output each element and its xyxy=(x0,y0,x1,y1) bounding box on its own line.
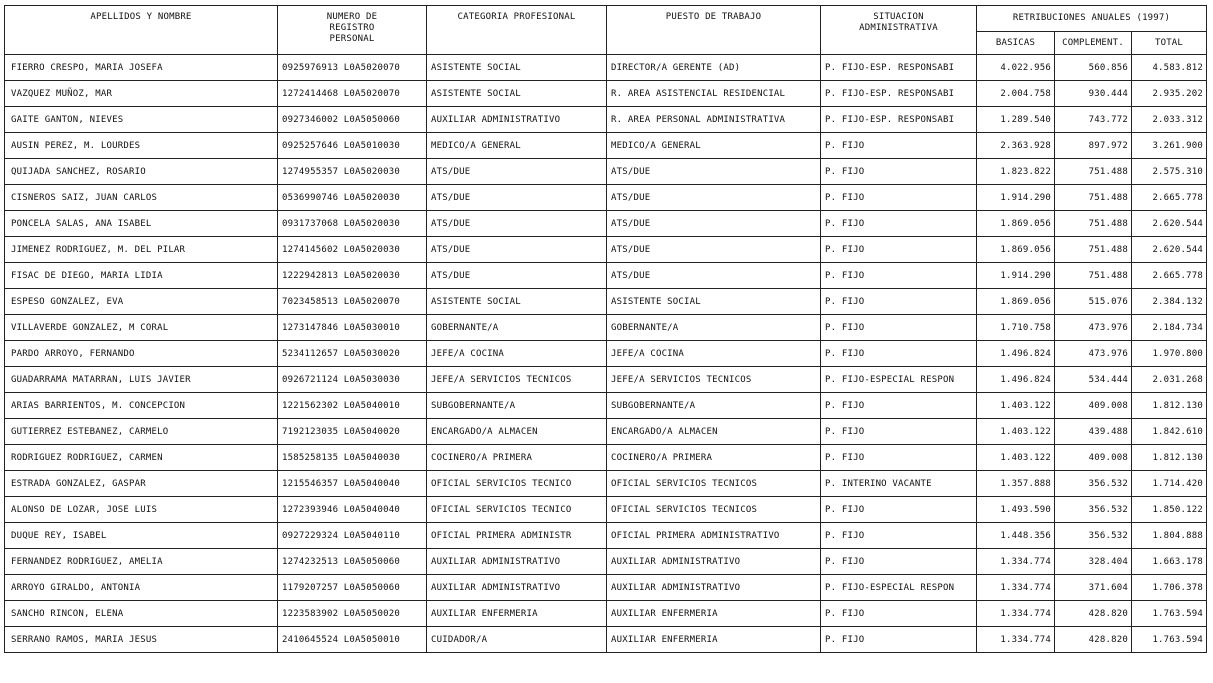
cell-nombre: ESTRADA GONZALEZ, GASPAR xyxy=(5,471,278,497)
cell-puesto: MEDICO/A GENERAL xyxy=(607,133,821,159)
header-situacion xyxy=(821,6,977,55)
table-header xyxy=(5,6,1207,55)
cell-basicas: 1.496.824 xyxy=(977,367,1055,393)
header-registro-line3: PERSONAL xyxy=(329,34,375,44)
header-puesto xyxy=(607,6,821,55)
cell-categoria: MEDICO/A GENERAL xyxy=(427,133,607,159)
table-row xyxy=(5,211,1207,237)
cell-complement: 743.772 xyxy=(1055,107,1132,133)
cell-total: 2.031.268 xyxy=(1132,367,1207,393)
cell-total: 2.384.132 xyxy=(1132,289,1207,315)
cell-situacion: P. FIJO xyxy=(821,445,977,471)
header-situacion-line2: ADMINISTRATIVA xyxy=(859,23,938,33)
cell-total: 2.033.312 xyxy=(1132,107,1207,133)
cell-situacion: P. FIJO xyxy=(821,523,977,549)
cell-puesto: COCINERO/A PRIMERA xyxy=(607,445,821,471)
cell-complement: 428.820 xyxy=(1055,627,1132,653)
cell-situacion: P. FIJO xyxy=(821,601,977,627)
header-situacion-line1: SITUACION xyxy=(873,12,924,22)
cell-total: 1.970.800 xyxy=(1132,341,1207,367)
cell-basicas: 1.334.774 xyxy=(977,601,1055,627)
cell-registro: 5234112657 L0A5030020 xyxy=(278,341,427,367)
cell-complement: 428.820 xyxy=(1055,601,1132,627)
cell-basicas: 1.289.540 xyxy=(977,107,1055,133)
cell-complement: 473.976 xyxy=(1055,341,1132,367)
personnel-salary-table xyxy=(4,5,1207,653)
header-categoria-label: CATEGORIA PROFESIONAL xyxy=(457,12,576,22)
cell-total: 1.706.378 xyxy=(1132,575,1207,601)
cell-basicas: 1.869.056 xyxy=(977,289,1055,315)
cell-categoria: OFICIAL SERVICIOS TECNICO xyxy=(427,471,607,497)
cell-complement: 356.532 xyxy=(1055,497,1132,523)
cell-basicas: 4.022.956 xyxy=(977,55,1055,81)
table-row xyxy=(5,601,1207,627)
cell-total: 2.575.310 xyxy=(1132,159,1207,185)
cell-basicas: 1.403.122 xyxy=(977,419,1055,445)
table-row xyxy=(5,523,1207,549)
table-row xyxy=(5,159,1207,185)
header-categoria xyxy=(427,6,607,55)
cell-puesto: R. AREA ASISTENCIAL RESIDENCIAL xyxy=(607,81,821,107)
cell-puesto: R. AREA PERSONAL ADMINISTRATIVA xyxy=(607,107,821,133)
cell-nombre: ALONSO DE LOZAR, JOSE LUIS xyxy=(5,497,278,523)
header-complement-label: COMPLEMENT. xyxy=(1062,37,1124,48)
cell-complement: 751.488 xyxy=(1055,211,1132,237)
cell-categoria: ENCARGADO/A ALMACEN xyxy=(427,419,607,445)
cell-nombre: ARROYO GIRALDO, ANTONIA xyxy=(5,575,278,601)
cell-complement: 409.008 xyxy=(1055,393,1132,419)
cell-registro: 0926721124 L0A5030030 xyxy=(278,367,427,393)
cell-situacion: P. FIJO xyxy=(821,263,977,289)
cell-categoria: ASISTENTE SOCIAL xyxy=(427,55,607,81)
header-total xyxy=(1132,32,1207,55)
cell-basicas: 2.004.758 xyxy=(977,81,1055,107)
cell-situacion: P. FIJO-ESP. RESPONSABI xyxy=(821,81,977,107)
table-row xyxy=(5,81,1207,107)
cell-total: 1.850.122 xyxy=(1132,497,1207,523)
header-complement xyxy=(1055,32,1132,55)
cell-puesto: OFICIAL PRIMERA ADMINISTRATIVO xyxy=(607,523,821,549)
cell-registro: 1222942813 L0A5020030 xyxy=(278,263,427,289)
table-row xyxy=(5,471,1207,497)
cell-categoria: AUXILIAR ENFERMERIA xyxy=(427,601,607,627)
cell-complement: 515.076 xyxy=(1055,289,1132,315)
cell-categoria: COCINERO/A PRIMERA xyxy=(427,445,607,471)
cell-complement: 371.604 xyxy=(1055,575,1132,601)
header-registro xyxy=(278,6,427,55)
cell-situacion: P. INTERINO VACANTE xyxy=(821,471,977,497)
cell-puesto: ATS/DUE xyxy=(607,185,821,211)
cell-puesto: ATS/DUE xyxy=(607,263,821,289)
cell-nombre: GAITE GANTON, NIEVES xyxy=(5,107,278,133)
cell-nombre: GUTIERREZ ESTEBANEZ, CARMELO xyxy=(5,419,278,445)
cell-complement: 356.532 xyxy=(1055,523,1132,549)
cell-situacion: P. FIJO-ESP. RESPONSABI xyxy=(821,107,977,133)
cell-puesto: JEFE/A SERVICIOS TECNICOS xyxy=(607,367,821,393)
cell-registro: 1223583902 L0A5050020 xyxy=(278,601,427,627)
cell-puesto: AUXILIAR ADMINISTRATIVO xyxy=(607,575,821,601)
cell-situacion: P. FIJO xyxy=(821,289,977,315)
cell-basicas: 1.914.290 xyxy=(977,263,1055,289)
cell-total: 1.842.610 xyxy=(1132,419,1207,445)
cell-categoria: OFICIAL PRIMERA ADMINISTR xyxy=(427,523,607,549)
cell-registro: 1221562302 L0A5040010 xyxy=(278,393,427,419)
table-row xyxy=(5,263,1207,289)
cell-total: 2.665.778 xyxy=(1132,185,1207,211)
cell-complement: 328.404 xyxy=(1055,549,1132,575)
cell-total: 2.935.202 xyxy=(1132,81,1207,107)
cell-total: 2.620.544 xyxy=(1132,237,1207,263)
cell-nombre: FERNANDEZ RODRIGUEZ, AMELIA xyxy=(5,549,278,575)
cell-categoria: JEFE/A SERVICIOS TECNICOS xyxy=(427,367,607,393)
cell-puesto: JEFE/A COCINA xyxy=(607,341,821,367)
cell-nombre: AUSIN PEREZ, M. LOURDES xyxy=(5,133,278,159)
cell-categoria: GOBERNANTE/A xyxy=(427,315,607,341)
cell-total: 1.804.888 xyxy=(1132,523,1207,549)
table-row xyxy=(5,315,1207,341)
cell-puesto: GOBERNANTE/A xyxy=(607,315,821,341)
cell-categoria: SUBGOBERNANTE/A xyxy=(427,393,607,419)
cell-total: 3.261.900 xyxy=(1132,133,1207,159)
cell-registro: 1274145602 L0A5020030 xyxy=(278,237,427,263)
cell-situacion: P. FIJO xyxy=(821,237,977,263)
cell-situacion: P. FIJO xyxy=(821,497,977,523)
cell-registro: 0931737068 L0A5020030 xyxy=(278,211,427,237)
cell-puesto: AUXILIAR ENFERMERIA xyxy=(607,601,821,627)
cell-basicas: 2.363.928 xyxy=(977,133,1055,159)
cell-puesto: OFICIAL SERVICIOS TECNICOS xyxy=(607,497,821,523)
cell-complement: 473.976 xyxy=(1055,315,1132,341)
cell-situacion: P. FIJO-ESP. RESPONSABI xyxy=(821,55,977,81)
table-row xyxy=(5,367,1207,393)
cell-situacion: P. FIJO xyxy=(821,393,977,419)
cell-registro: 1179207257 L0A5050060 xyxy=(278,575,427,601)
cell-situacion: P. FIJO xyxy=(821,211,977,237)
cell-registro: 7023458513 L0A5020070 xyxy=(278,289,427,315)
cell-basicas: 1.334.774 xyxy=(977,549,1055,575)
cell-registro: 2410645524 L0A5050010 xyxy=(278,627,427,653)
cell-categoria: ASISTENTE SOCIAL xyxy=(427,289,607,315)
table-row xyxy=(5,55,1207,81)
cell-registro: 1273147846 L0A5030010 xyxy=(278,315,427,341)
header-registro-line2: REGISTRO xyxy=(329,23,375,33)
cell-basicas: 1.493.590 xyxy=(977,497,1055,523)
cell-basicas: 1.334.774 xyxy=(977,575,1055,601)
header-nombre xyxy=(5,6,278,55)
table-row xyxy=(5,627,1207,653)
cell-basicas: 1.710.758 xyxy=(977,315,1055,341)
cell-registro: 0927229324 L0A5040110 xyxy=(278,523,427,549)
cell-situacion: P. FIJO xyxy=(821,627,977,653)
cell-puesto: AUXILIAR ADMINISTRATIVO xyxy=(607,549,821,575)
cell-registro: 0925257646 L0A5010030 xyxy=(278,133,427,159)
cell-basicas: 1.496.824 xyxy=(977,341,1055,367)
cell-registro: 0925976913 L0A5020070 xyxy=(278,55,427,81)
header-nombre-label: APELLIDOS Y NOMBRE xyxy=(90,12,192,22)
cell-complement: 751.488 xyxy=(1055,237,1132,263)
header-basicas xyxy=(977,32,1055,55)
header-retribuciones-label: RETRIBUCIONES ANUALES (1997) xyxy=(1012,13,1171,23)
table-row xyxy=(5,419,1207,445)
cell-nombre: GUADARRAMA MATARRAN, LUIS JAVIER xyxy=(5,367,278,393)
cell-total: 1.714.420 xyxy=(1132,471,1207,497)
cell-puesto: ATS/DUE xyxy=(607,159,821,185)
cell-registro: 0927346002 L0A5050060 xyxy=(278,107,427,133)
cell-basicas: 1.403.122 xyxy=(977,393,1055,419)
cell-total: 1.663.178 xyxy=(1132,549,1207,575)
cell-categoria: AUXILIAR ADMINISTRATIVO xyxy=(427,107,607,133)
cell-nombre: QUIJADA SANCHEZ, ROSARIO xyxy=(5,159,278,185)
cell-basicas: 1.869.056 xyxy=(977,237,1055,263)
cell-categoria: AUXILIAR ADMINISTRATIVO xyxy=(427,575,607,601)
cell-categoria: ATS/DUE xyxy=(427,159,607,185)
cell-nombre: CISNEROS SAIZ, JUAN CARLOS xyxy=(5,185,278,211)
cell-categoria: ATS/DUE xyxy=(427,237,607,263)
cell-categoria: ATS/DUE xyxy=(427,211,607,237)
cell-nombre: FIERRO CRESPO, MARIA JOSEFA xyxy=(5,55,278,81)
cell-complement: 534.444 xyxy=(1055,367,1132,393)
cell-complement: 409.008 xyxy=(1055,445,1132,471)
cell-nombre: VAZQUEZ MUÑOZ, MAR xyxy=(5,81,278,107)
table-row xyxy=(5,185,1207,211)
table-row xyxy=(5,237,1207,263)
cell-categoria: OFICIAL SERVICIOS TECNICO xyxy=(427,497,607,523)
cell-nombre: JIMENEZ RODRIGUEZ, M. DEL PILAR xyxy=(5,237,278,263)
cell-puesto: ENCARGADO/A ALMACEN xyxy=(607,419,821,445)
cell-registro: 1272393946 L0A5040040 xyxy=(278,497,427,523)
cell-puesto: ATS/DUE xyxy=(607,211,821,237)
cell-nombre: ARIAS BARRIENTOS, M. CONCEPCION xyxy=(5,393,278,419)
cell-complement: 751.488 xyxy=(1055,185,1132,211)
cell-total: 2.620.544 xyxy=(1132,211,1207,237)
header-total-label: TOTAL xyxy=(1154,37,1184,48)
cell-basicas: 1.914.290 xyxy=(977,185,1055,211)
cell-basicas: 1.448.356 xyxy=(977,523,1055,549)
cell-registro: 7192123035 L0A5040020 xyxy=(278,419,427,445)
cell-total: 1.812.130 xyxy=(1132,445,1207,471)
cell-puesto: ASISTENTE SOCIAL xyxy=(607,289,821,315)
cell-complement: 751.488 xyxy=(1055,159,1132,185)
cell-situacion: P. FIJO xyxy=(821,341,977,367)
cell-complement: 356.532 xyxy=(1055,471,1132,497)
cell-complement: 897.972 xyxy=(1055,133,1132,159)
table-row xyxy=(5,393,1207,419)
cell-puesto: AUXILIAR ENFERMERIA xyxy=(607,627,821,653)
table-row xyxy=(5,341,1207,367)
cell-basicas: 1.403.122 xyxy=(977,445,1055,471)
cell-complement: 751.488 xyxy=(1055,263,1132,289)
cell-categoria: JEFE/A COCINA xyxy=(427,341,607,367)
cell-registro: 1272414468 L0A5020070 xyxy=(278,81,427,107)
cell-puesto: SUBGOBERNANTE/A xyxy=(607,393,821,419)
cell-nombre: PONCELA SALAS, ANA ISABEL xyxy=(5,211,278,237)
table-row xyxy=(5,445,1207,471)
header-retribuciones xyxy=(977,6,1207,32)
cell-complement: 560.856 xyxy=(1055,55,1132,81)
cell-complement: 930.444 xyxy=(1055,81,1132,107)
cell-total: 2.184.734 xyxy=(1132,315,1207,341)
cell-registro: 1274232513 L0A5050060 xyxy=(278,549,427,575)
cell-total: 4.583.812 xyxy=(1132,55,1207,81)
cell-situacion: P. FIJO xyxy=(821,185,977,211)
cell-total: 1.812.130 xyxy=(1132,393,1207,419)
cell-total: 2.665.778 xyxy=(1132,263,1207,289)
cell-basicas: 1.334.774 xyxy=(977,627,1055,653)
cell-situacion: P. FIJO xyxy=(821,419,977,445)
header-basicas-label: BASICAS xyxy=(995,37,1036,48)
header-registro-line1: NUMERO DE xyxy=(326,12,378,22)
cell-categoria: CUIDADOR/A xyxy=(427,627,607,653)
cell-nombre: SERRANO RAMOS, MARIA JESUS xyxy=(5,627,278,653)
cell-nombre: DUQUE REY, ISABEL xyxy=(5,523,278,549)
cell-nombre: ESPESO GONZALEZ, EVA xyxy=(5,289,278,315)
cell-situacion: P. FIJO xyxy=(821,133,977,159)
table-row xyxy=(5,133,1207,159)
cell-categoria: ATS/DUE xyxy=(427,263,607,289)
cell-categoria: AUXILIAR ADMINISTRATIVO xyxy=(427,549,607,575)
cell-categoria: ATS/DUE xyxy=(427,185,607,211)
cell-situacion: P. FIJO-ESPECIAL RESPON xyxy=(821,367,977,393)
cell-nombre: SANCHO RINCON, ELENA xyxy=(5,601,278,627)
cell-puesto: DIRECTOR/A GERENTE (AD) xyxy=(607,55,821,81)
cell-nombre: FISAC DE DIEGO, MARIA LIDIA xyxy=(5,263,278,289)
table-body xyxy=(5,55,1207,653)
cell-puesto: OFICIAL SERVICIOS TECNICOS xyxy=(607,471,821,497)
cell-situacion: P. FIJO xyxy=(821,315,977,341)
cell-basicas: 1.823.822 xyxy=(977,159,1055,185)
cell-nombre: PARDO ARROYO, FERNANDO xyxy=(5,341,278,367)
cell-nombre: RODRIGUEZ RODRIGUEZ, CARMEN xyxy=(5,445,278,471)
cell-registro: 1585258135 L0A5040030 xyxy=(278,445,427,471)
cell-situacion: P. FIJO xyxy=(821,549,977,575)
cell-registro: 1274955357 L0A5020030 xyxy=(278,159,427,185)
cell-basicas: 1.869.056 xyxy=(977,211,1055,237)
cell-total: 1.763.594 xyxy=(1132,601,1207,627)
cell-categoria: ASISTENTE SOCIAL xyxy=(427,81,607,107)
table-row xyxy=(5,289,1207,315)
table-row xyxy=(5,497,1207,523)
table-row xyxy=(5,107,1207,133)
cell-total: 1.763.594 xyxy=(1132,627,1207,653)
cell-situacion: P. FIJO-ESPECIAL RESPON xyxy=(821,575,977,601)
cell-complement: 439.488 xyxy=(1055,419,1132,445)
cell-puesto: ATS/DUE xyxy=(607,237,821,263)
cell-registro: 0536990746 L0A5020030 xyxy=(278,185,427,211)
cell-basicas: 1.357.888 xyxy=(977,471,1055,497)
table-row xyxy=(5,575,1207,601)
cell-registro: 1215546357 L0A5040040 xyxy=(278,471,427,497)
cell-nombre: VILLAVERDE GONZALEZ, M CORAL xyxy=(5,315,278,341)
header-puesto-label: PUESTO DE TRABAJO xyxy=(665,12,762,22)
cell-situacion: P. FIJO xyxy=(821,159,977,185)
table-row xyxy=(5,549,1207,575)
